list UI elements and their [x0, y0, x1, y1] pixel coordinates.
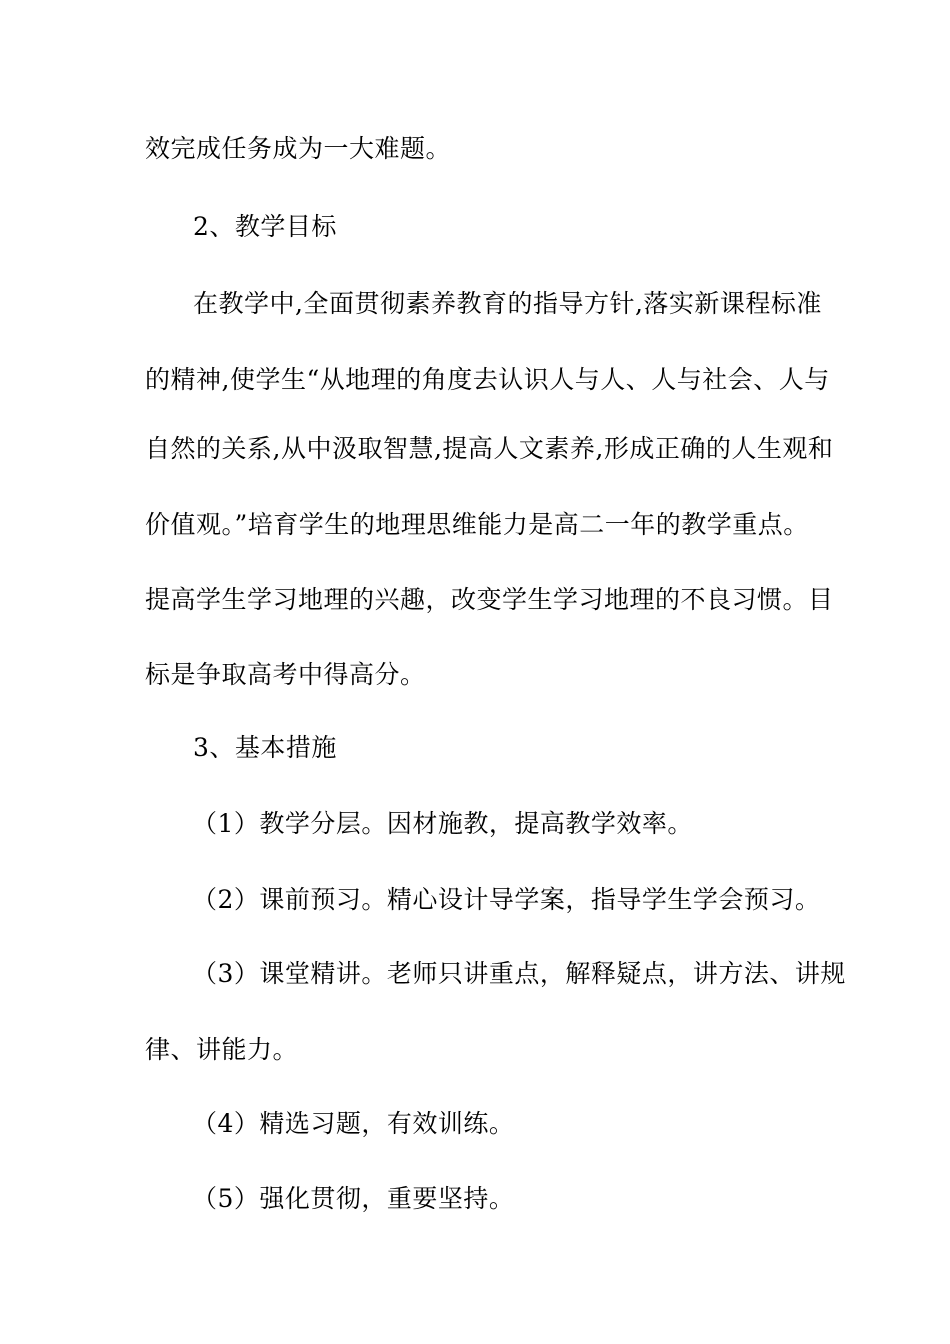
list-item: （2）课前预习。精心设计导学案，指导学生学会预习。: [192, 885, 821, 914]
section-heading-basic-measures: 3、基本措施: [193, 733, 337, 762]
paragraph-line: 价值观。”培育学生的地理思维能力是高二一年的教学重点。: [145, 510, 809, 539]
list-item: （1）教学分层。因材施教，提高教学效率。: [192, 809, 693, 838]
paragraph-continuation: 效完成任务成为一大难题。: [145, 134, 452, 163]
paragraph-line: 自然的关系,从中汲取智慧,提高人文素养,形成正确的人生观和: [145, 434, 834, 463]
paragraph-line: 在教学中,全面贯彻素养教育的指导方针,落实新课程标准: [193, 289, 822, 318]
list-item: （4）精选习题，有效训练。: [192, 1109, 515, 1138]
list-item: （3）课堂精讲。老师只讲重点，解释疑点，讲方法、讲规: [192, 959, 846, 988]
paragraph-line: 的精神,使学生“从地理的角度去认识人与人、人与社会、人与: [145, 365, 830, 394]
list-item: （5）强化贯彻，重要坚持。: [192, 1184, 515, 1213]
section-heading-teaching-goals: 2、教学目标: [193, 212, 337, 241]
paragraph-line: 提高学生学习地理的兴趣，改变学生学习地理的不良习惯。目: [145, 585, 834, 614]
list-item-continuation: 律、讲能力。: [145, 1035, 299, 1064]
paragraph-line: 标是争取高考中得高分。: [145, 660, 426, 689]
